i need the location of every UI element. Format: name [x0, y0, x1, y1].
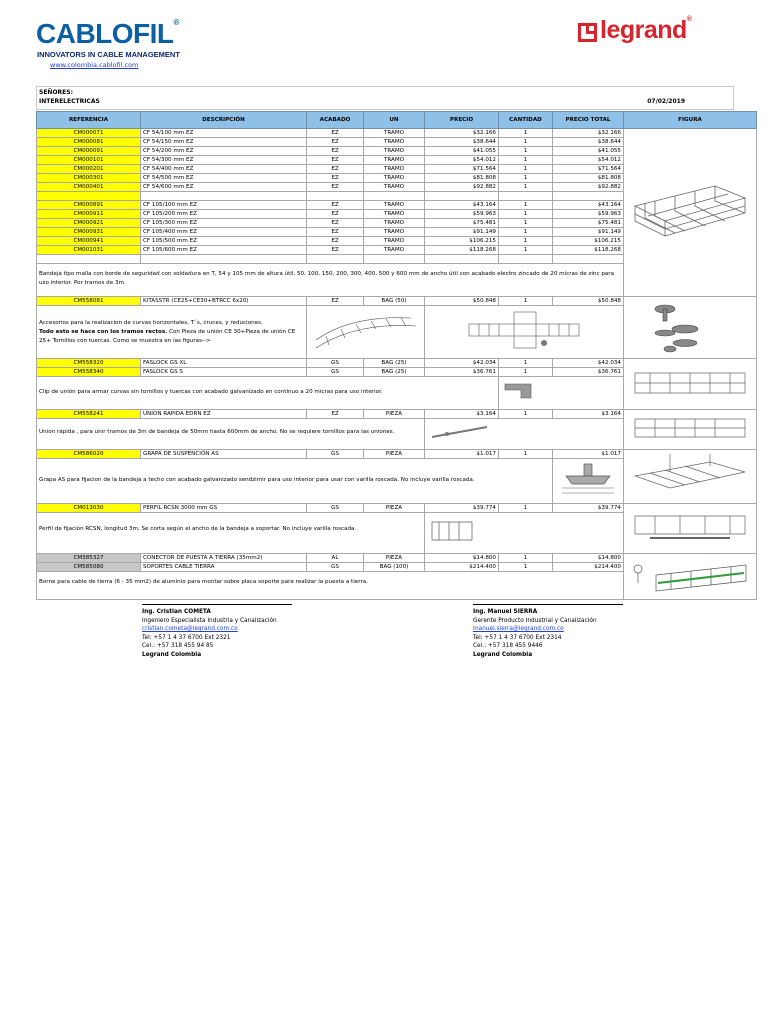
unit-cell: TRAMO — [364, 201, 425, 210]
ref-cell: CM000091 — [37, 147, 141, 156]
signer-name: Ing. Cristian COMETA — [142, 609, 211, 615]
finish-cell: EZ — [307, 165, 364, 174]
desc-cell: CF 54/150 mm EZ — [141, 138, 307, 147]
note-union: Union rápida , para unir tramos de 3m de bandeja de 50mm hasta 600mm de ancho. No se requiere tornillos para las uniones. — [37, 419, 425, 450]
ref-cell: CM558241 — [37, 410, 141, 419]
unit-cell: PIEZA — [364, 504, 425, 513]
greeting: SEÑORES: — [39, 89, 73, 96]
channel-icon — [427, 516, 487, 546]
unit-cell: TRAMO — [364, 210, 425, 219]
total-cell: $38.644 — [553, 138, 624, 147]
total-cell: $71.564 — [553, 165, 624, 174]
ref-cell: CM000931 — [37, 228, 141, 237]
ref-cell: CM585080 — [37, 563, 141, 572]
qty-cell: 1 — [499, 156, 553, 165]
total-cell: $118.268 — [553, 246, 624, 255]
price-cell: $54.012 — [425, 156, 499, 165]
qty-cell: 1 — [499, 297, 553, 306]
finish-cell: EZ — [307, 129, 364, 138]
desc-cell: UNION RAPIDA EDRN EZ — [141, 410, 307, 419]
finish-cell: GS — [307, 359, 364, 368]
note-tierra: Borne para cable de tierra (6 - 35 mm2) de aluminio para montar sobre placa soporte para realizar la puesta a tierra. — [37, 572, 624, 600]
qty-cell: 1 — [499, 129, 553, 138]
qty-cell: 1 — [499, 450, 553, 459]
price-cell: $118.268 — [425, 246, 499, 255]
qty-cell: 1 — [499, 359, 553, 368]
figure-grapa — [624, 450, 757, 504]
ref-cell: CM000071 — [37, 129, 141, 138]
finish-cell: EZ — [307, 201, 364, 210]
signer-cel: Cel.: +57 318 455 94 85 — [142, 643, 214, 650]
desc-cell: CF 105/200 mm EZ — [141, 210, 307, 219]
qty-cell: 1 — [499, 228, 553, 237]
desc-cell: SOPORTES CABLE TIERRA — [141, 563, 307, 572]
table-header-row — [37, 112, 757, 129]
union-part-icon — [427, 422, 497, 442]
qty-cell: 1 — [499, 237, 553, 246]
ref-cell: CM000081 — [37, 138, 141, 147]
qty-cell: 1 — [499, 563, 553, 572]
signer-email[interactable]: manuel.sierra@legrand.com.co — [473, 626, 564, 633]
quote-date: 07/02/2019 — [647, 98, 685, 105]
tee-diagram-icon — [459, 310, 589, 350]
unit-cell: TRAMO — [364, 156, 425, 165]
finish-cell: EZ — [307, 210, 364, 219]
client-header — [36, 86, 734, 110]
desc-cell: CONECTOR DE PUESTA A TIERRA (35mm2) — [141, 554, 307, 563]
clamp-icon — [558, 462, 618, 496]
desc-cell: CF 54/300 mm EZ — [141, 156, 307, 165]
unit-cell: TRAMO — [364, 138, 425, 147]
figure-perfil-part — [425, 513, 624, 554]
unit-cell: PIEZA — [364, 410, 425, 419]
note-clip: Clip de unión para armar curvas sin tornillos y tuercas con acabado galvanizado en continuo a 20 micras para uso interior. — [37, 377, 499, 410]
total-cell: $92.882 — [553, 183, 624, 192]
finish-cell: EZ — [307, 410, 364, 419]
ref-cell: CM000891 — [37, 201, 141, 210]
figure-perfil — [624, 504, 757, 554]
desc-cell: FASLOCK GS XL — [141, 359, 307, 368]
unit-cell: TRAMO — [364, 228, 425, 237]
ref-cell: CM000921 — [37, 219, 141, 228]
price-cell: $1.017 — [425, 450, 499, 459]
price-cell: $71.564 — [425, 165, 499, 174]
client-name: INTERELECTRICAS — [39, 98, 100, 105]
qty-cell: 1 — [499, 165, 553, 174]
cablofil-logo: CABLOFIL® — [36, 18, 179, 49]
price-cell: $42.034 — [425, 359, 499, 368]
ground-connector-icon — [626, 555, 754, 595]
price-cell: $50.848 — [425, 297, 499, 306]
note-grapa: Grapa AS para fijacion de la bandeja a techo con acabado galvanizado sendzimir para uso interior para usar con varilla roscada. No incluye varilla roscada. — [37, 459, 553, 504]
total-cell: $91.149 — [553, 228, 624, 237]
table-row — [37, 504, 757, 513]
col-precio: PRECIO — [425, 112, 499, 129]
total-cell: $3.164 — [553, 410, 624, 419]
unit-cell: TRAMO — [364, 183, 425, 192]
wire-tray-icon — [630, 176, 750, 246]
signature-block-2 — [473, 604, 623, 660]
finish-cell: GS — [307, 504, 364, 513]
price-cell: $92.882 — [425, 183, 499, 192]
figure-grapa-part — [553, 459, 624, 504]
ref-cell: CM013030 — [37, 504, 141, 513]
figure-curve — [307, 306, 425, 359]
figure-faslock — [624, 359, 757, 410]
price-cell: $214.400 — [425, 563, 499, 572]
total-cell: $50.848 — [553, 297, 624, 306]
finish-cell: GS — [307, 368, 364, 377]
faslock-tray-icon — [630, 365, 750, 401]
total-cell: $32.166 — [553, 129, 624, 138]
clip-icon — [501, 380, 541, 402]
legrand-logo-icon — [578, 23, 597, 42]
qty-cell: 1 — [499, 183, 553, 192]
finish-cell: GS — [307, 450, 364, 459]
unit-cell: BAG (100) — [364, 563, 425, 572]
price-cell: $41.055 — [425, 147, 499, 156]
ref-cell: CM001031 — [37, 246, 141, 255]
qty-cell: 1 — [499, 210, 553, 219]
col-referencia: REFERENCIA — [37, 112, 141, 129]
legrand-logo: legrand® — [600, 16, 692, 44]
unit-cell: TRAMO — [364, 147, 425, 156]
desc-cell: FASLOCK GS S — [141, 368, 307, 377]
figure-clip — [499, 377, 624, 410]
ref-cell: CM000401 — [37, 183, 141, 192]
price-cell: $75.481 — [425, 219, 499, 228]
desc-cell: CF 54/600 mm EZ — [141, 183, 307, 192]
total-cell: $41.055 — [553, 147, 624, 156]
finish-cell: EZ — [307, 138, 364, 147]
finish-cell: EZ — [307, 156, 364, 165]
finish-cell: EZ — [307, 237, 364, 246]
note-accessories: Accesorios para la realizacion de curvas horizontales, T´s, cruces, y reduciones. Todo esto se hace con los tramos rectos. Con Pieza de unión CE 30+Pieza de unión CE 25+ Tornillos con tuercas. Como se muestra en las figuras--> — [37, 306, 307, 359]
desc-cell: CF 105/500 mm EZ — [141, 237, 307, 246]
unit-cell: TRAMO — [364, 246, 425, 255]
kit-parts-icon — [630, 297, 750, 355]
desc-cell: CF 105/300 mm EZ — [141, 219, 307, 228]
col-cantidad: CANTIDAD — [499, 112, 553, 129]
ref-cell: CM558340 — [37, 368, 141, 377]
total-cell: $59.963 — [553, 210, 624, 219]
ref-cell: CM586020 — [37, 450, 141, 459]
price-cell: $106.215 — [425, 237, 499, 246]
website-link[interactable]: www.colombia.cablofil.com — [50, 61, 139, 69]
col-descripcion: DESCRIPCIÓN — [141, 112, 307, 129]
unit-cell: PIEZA — [364, 450, 425, 459]
qty-cell: 1 — [499, 138, 553, 147]
ref-cell: CM000301 — [37, 174, 141, 183]
finish-cell: EZ — [307, 147, 364, 156]
cablofil-tagline: INNOVATORS IN CABLE MANAGEMENT — [37, 50, 180, 59]
price-cell: $81.808 — [425, 174, 499, 183]
col-precio-total: PRECIO TOTAL — [553, 112, 624, 129]
note-tray: Bandeja tipo malla con borde de seguridad con soldadura en T, 54 y 105 mm de altura útil, 50, 100, 150, 200, 300, 400, 500 y 600 mm de ancho útil con acabado electro zincado de 20 micras de zinc para uso interior. Por tramos de 3m. — [37, 264, 624, 297]
total-cell: $81.808 — [553, 174, 624, 183]
ref-cell: CM558081 — [37, 297, 141, 306]
ref-cell: CM385327 — [37, 554, 141, 563]
signer-cel: Cel.: +57 318 455 9446 — [473, 643, 543, 650]
unit-cell: BAG (25) — [364, 359, 425, 368]
profile-tray-icon — [630, 510, 750, 544]
figure-union — [624, 410, 757, 450]
desc-cell: PERFIL RCSN 3000 mm GS — [141, 504, 307, 513]
signer-title: Ingeniero Especialista Industria y Canalización — [142, 617, 277, 624]
desc-cell: CF 105/600 mm EZ — [141, 246, 307, 255]
signer-email[interactable]: cristian.cometa@legrand.com.co — [142, 626, 238, 633]
qty-cell: 1 — [499, 368, 553, 377]
ref-cell: CM000201 — [37, 165, 141, 174]
signer-name: Ing. Manuel SIERRA — [473, 609, 538, 615]
signer-tel: Tel: +57 1 4 37 6700 Ext 2314 — [473, 634, 562, 641]
suspension-tray-icon — [630, 454, 750, 496]
unit-cell: PIEZA — [364, 554, 425, 563]
total-cell: $75.481 — [553, 219, 624, 228]
total-cell: $43.164 — [553, 201, 624, 210]
col-figura: FIGURA — [624, 112, 757, 129]
finish-cell: EZ — [307, 246, 364, 255]
col-acabado: ACABADO — [307, 112, 364, 129]
qty-cell: 1 — [499, 147, 553, 156]
price-cell: $38.644 — [425, 138, 499, 147]
desc-cell: CF 54/200 mm EZ — [141, 147, 307, 156]
union-tray-icon — [630, 414, 750, 442]
unit-cell: TRAMO — [364, 237, 425, 246]
table-row — [37, 410, 757, 419]
ref-cell: CM000941 — [37, 237, 141, 246]
col-un: UN — [364, 112, 425, 129]
total-cell: $214.400 — [553, 563, 624, 572]
finish-cell: EZ — [307, 219, 364, 228]
finish-cell: GS — [307, 563, 364, 572]
signature-block-1 — [142, 604, 292, 660]
desc-cell: CF 105/400 mm EZ — [141, 228, 307, 237]
table-row — [37, 129, 757, 138]
signer-company: Legrand Colombia — [142, 651, 202, 658]
price-cell: $32.166 — [425, 129, 499, 138]
price-table — [36, 111, 757, 600]
price-cell: $14.800 — [425, 554, 499, 563]
note-perfil: Perfil de fijación RCSN, longitud 3m. Se corta según el ancho de la bandeja a soportar. No incluye varilla roscada. — [37, 513, 425, 554]
qty-cell: 1 — [499, 504, 553, 513]
table-row — [37, 554, 757, 563]
price-cell: $43.164 — [425, 201, 499, 210]
curve-diagram-icon — [311, 310, 421, 350]
unit-cell: TRAMO — [364, 165, 425, 174]
figure-tee — [425, 306, 624, 359]
total-cell: $54.012 — [553, 156, 624, 165]
signer-title: Gerente Producto Industrial y Canalización — [473, 617, 597, 624]
table-row — [37, 359, 757, 368]
finish-cell: EZ — [307, 297, 364, 306]
price-cell: $36.761 — [425, 368, 499, 377]
unit-cell: TRAMO — [364, 174, 425, 183]
total-cell: $42.034 — [553, 359, 624, 368]
signer-tel: Tel: +57 1 4 37 6700 Ext 2321 — [142, 634, 231, 641]
ref-cell: CM000101 — [37, 156, 141, 165]
figure-tierra — [624, 554, 757, 600]
finish-cell: EZ — [307, 174, 364, 183]
figure-kit — [624, 297, 757, 359]
figure-wire-tray — [624, 129, 757, 297]
qty-cell: 1 — [499, 410, 553, 419]
desc-cell: GRAPA DE SUSPENCIÓN AS — [141, 450, 307, 459]
price-cell: $3.164 — [425, 410, 499, 419]
price-cell: $91.149 — [425, 228, 499, 237]
qty-cell: 1 — [499, 174, 553, 183]
qty-cell: 1 — [499, 554, 553, 563]
qty-cell: 1 — [499, 219, 553, 228]
table-row — [37, 450, 757, 459]
signer-company: Legrand Colombia — [473, 651, 533, 658]
desc-cell: CF 54/500 mm EZ — [141, 174, 307, 183]
qty-cell: 1 — [499, 246, 553, 255]
desc-cell: CF 54/100 mm EZ — [141, 129, 307, 138]
table-row — [37, 297, 757, 306]
price-cell: $39.774 — [425, 504, 499, 513]
unit-cell: TRAMO — [364, 129, 425, 138]
figure-union-part — [425, 419, 624, 450]
unit-cell: TRAMO — [364, 219, 425, 228]
ref-cell: CM000911 — [37, 210, 141, 219]
unit-cell: BAG (25) — [364, 368, 425, 377]
total-cell: $14.800 — [553, 554, 624, 563]
finish-cell: AL — [307, 554, 364, 563]
finish-cell: EZ — [307, 183, 364, 192]
finish-cell: EZ — [307, 228, 364, 237]
total-cell: $36.761 — [553, 368, 624, 377]
total-cell: $1.017 — [553, 450, 624, 459]
total-cell: $106.215 — [553, 237, 624, 246]
total-cell: $39.774 — [553, 504, 624, 513]
desc-cell: CF 105/100 mm EZ — [141, 201, 307, 210]
unit-cell: BAG (50) — [364, 297, 425, 306]
desc-cell: KITASSTR (CE25+CE30+BTRCC 6x20) — [141, 297, 307, 306]
ref-cell: CM558320 — [37, 359, 141, 368]
price-cell: $59.963 — [425, 210, 499, 219]
desc-cell: CF 54/400 mm EZ — [141, 165, 307, 174]
qty-cell: 1 — [499, 201, 553, 210]
